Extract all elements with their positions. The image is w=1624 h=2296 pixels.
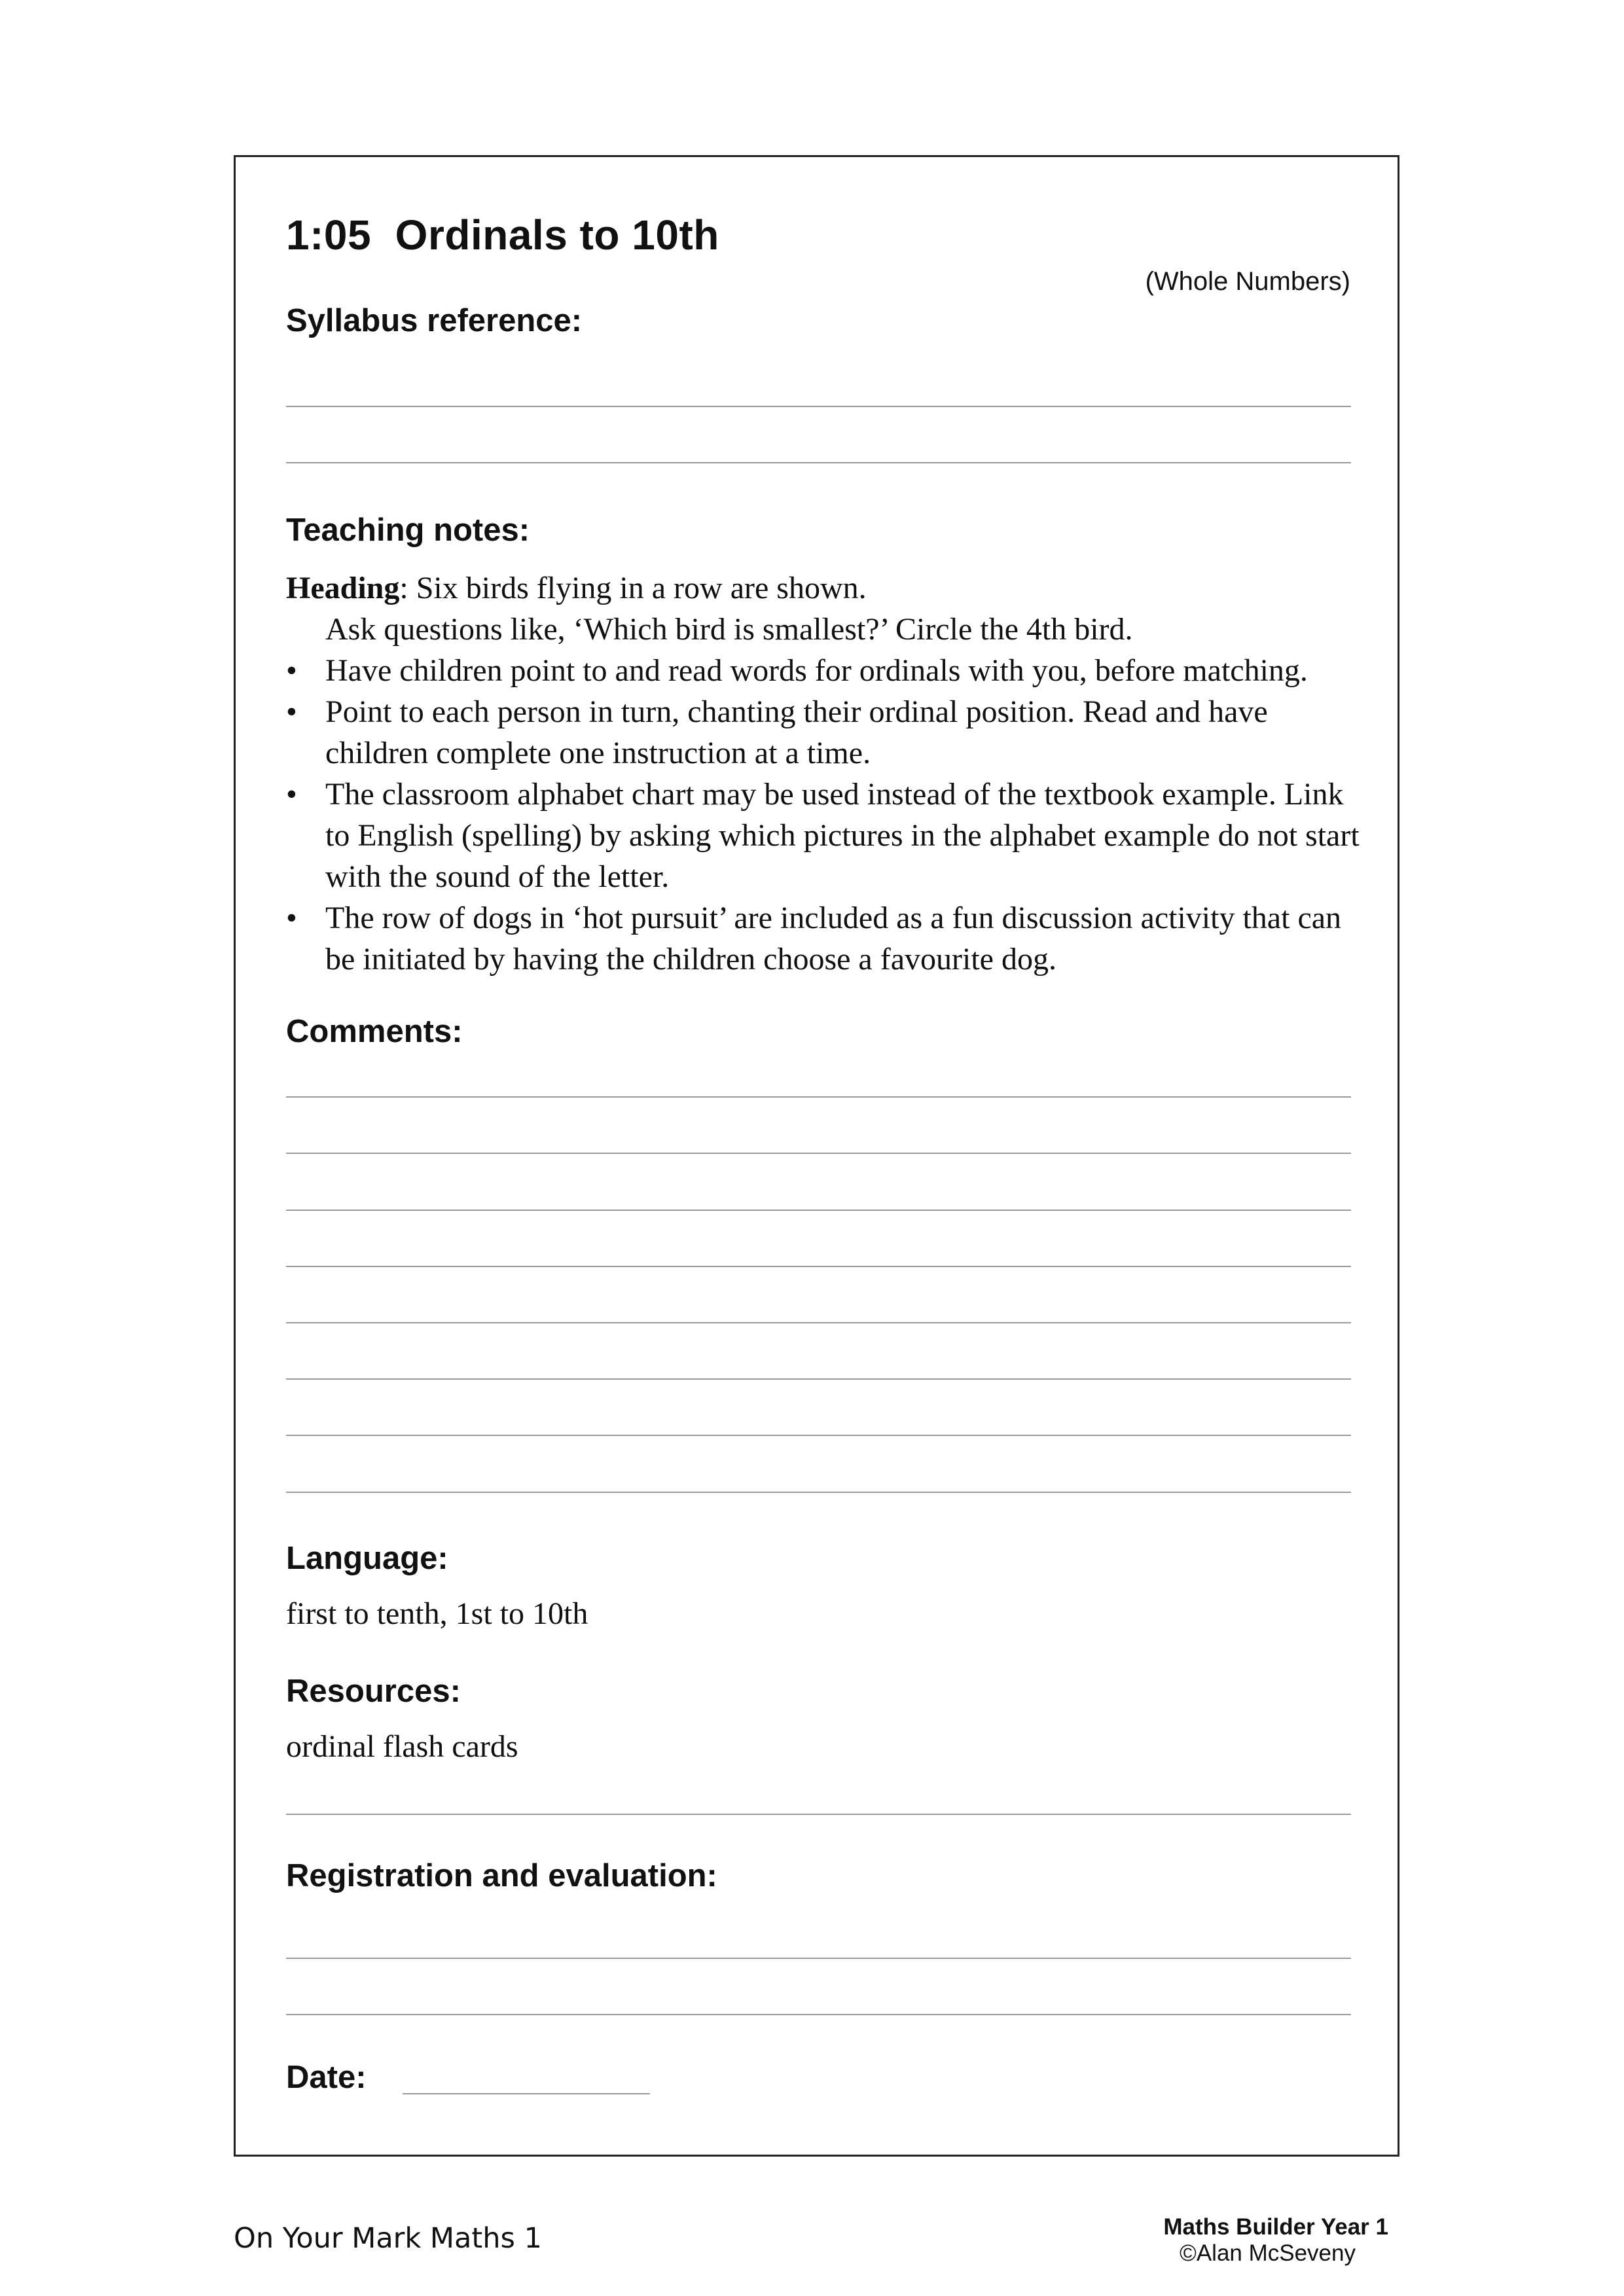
notes-heading-continuation: Ask questions like, ‘Which bird is smallest?’ Circle the 4th bird. — [325, 612, 1133, 647]
registration-heading: Registration and evaluation: — [286, 1858, 717, 1893]
notes-heading-line — [286, 567, 1360, 609]
syllabus-heading: Syllabus reference: — [286, 303, 583, 338]
subject-label: (Whole Numbers) — [1145, 267, 1350, 296]
comments-line — [286, 1492, 1351, 1493]
bullet-text: The row of dogs in ‘hot pursuit’ are included as a fun discussion activity that can be initiated by having the children choose a favourite dog. — [325, 901, 1342, 977]
comments-line — [286, 1435, 1351, 1436]
syllabus-line-2 — [286, 462, 1351, 463]
notes-bullet-item — [286, 897, 1360, 980]
comments-line — [286, 1378, 1351, 1380]
resources-heading: Resources: — [286, 1674, 461, 1709]
comments-line — [286, 1266, 1351, 1267]
comments-line — [286, 1210, 1351, 1211]
date-line — [403, 2093, 650, 2094]
notes-bullet-item — [286, 691, 1360, 774]
bullet-glyph: • — [286, 694, 297, 729]
syllabus-line-1 — [286, 406, 1351, 407]
resources-text: ordinal flash cards — [286, 1729, 518, 1764]
registration-line — [286, 1958, 1351, 1959]
footer-copyright: ©Alan McSeveny — [1180, 2240, 1356, 2266]
bullet-text: Have children point to and read words for ordinals with you, before matching. — [325, 653, 1308, 688]
bullet-glyph: • — [286, 777, 297, 812]
comments-heading: Comments: — [286, 1014, 463, 1049]
notes-heading-label: Heading — [286, 571, 400, 605]
comments-line — [286, 1096, 1351, 1098]
bullet-text: The classroom alphabet chart may be used instead of the textbook example. Link to English (spelling) by asking which pictures in the alphabet example do not start with the sound of the letter. — [325, 777, 1360, 894]
footer-series: On Your Mark Maths 1 — [234, 2222, 542, 2255]
bullet-text: Point to each person in turn, chanting their ordinal position. Read and have children complete one instruction at a time. — [325, 694, 1268, 770]
footer-book-title: Maths Builder Year 1 — [1163, 2214, 1388, 2240]
page-title: 1:05 Ordinals to 10th — [286, 211, 719, 259]
notes-bullet-list — [286, 650, 1360, 980]
registration-line — [286, 2014, 1351, 2015]
resources-line — [286, 1814, 1351, 1815]
date-label: Date: — [286, 2060, 367, 2095]
notes-heading-text: : Six birds flying in a row are shown. — [399, 571, 867, 605]
notes-bullet-item — [286, 650, 1360, 691]
comments-line — [286, 1153, 1351, 1154]
teaching-notes-body — [286, 567, 1360, 980]
notes-bullet-item — [286, 774, 1360, 897]
teaching-notes-heading: Teaching notes: — [286, 512, 530, 548]
comments-line — [286, 1322, 1351, 1323]
language-heading: Language: — [286, 1541, 448, 1576]
language-text: first to tenth, 1st to 10th — [286, 1596, 588, 1631]
bullet-glyph: • — [286, 901, 297, 935]
bullet-glyph: • — [286, 653, 297, 688]
footer-credit — [1163, 2214, 1388, 2267]
worksheet-frame — [234, 155, 1399, 2157]
